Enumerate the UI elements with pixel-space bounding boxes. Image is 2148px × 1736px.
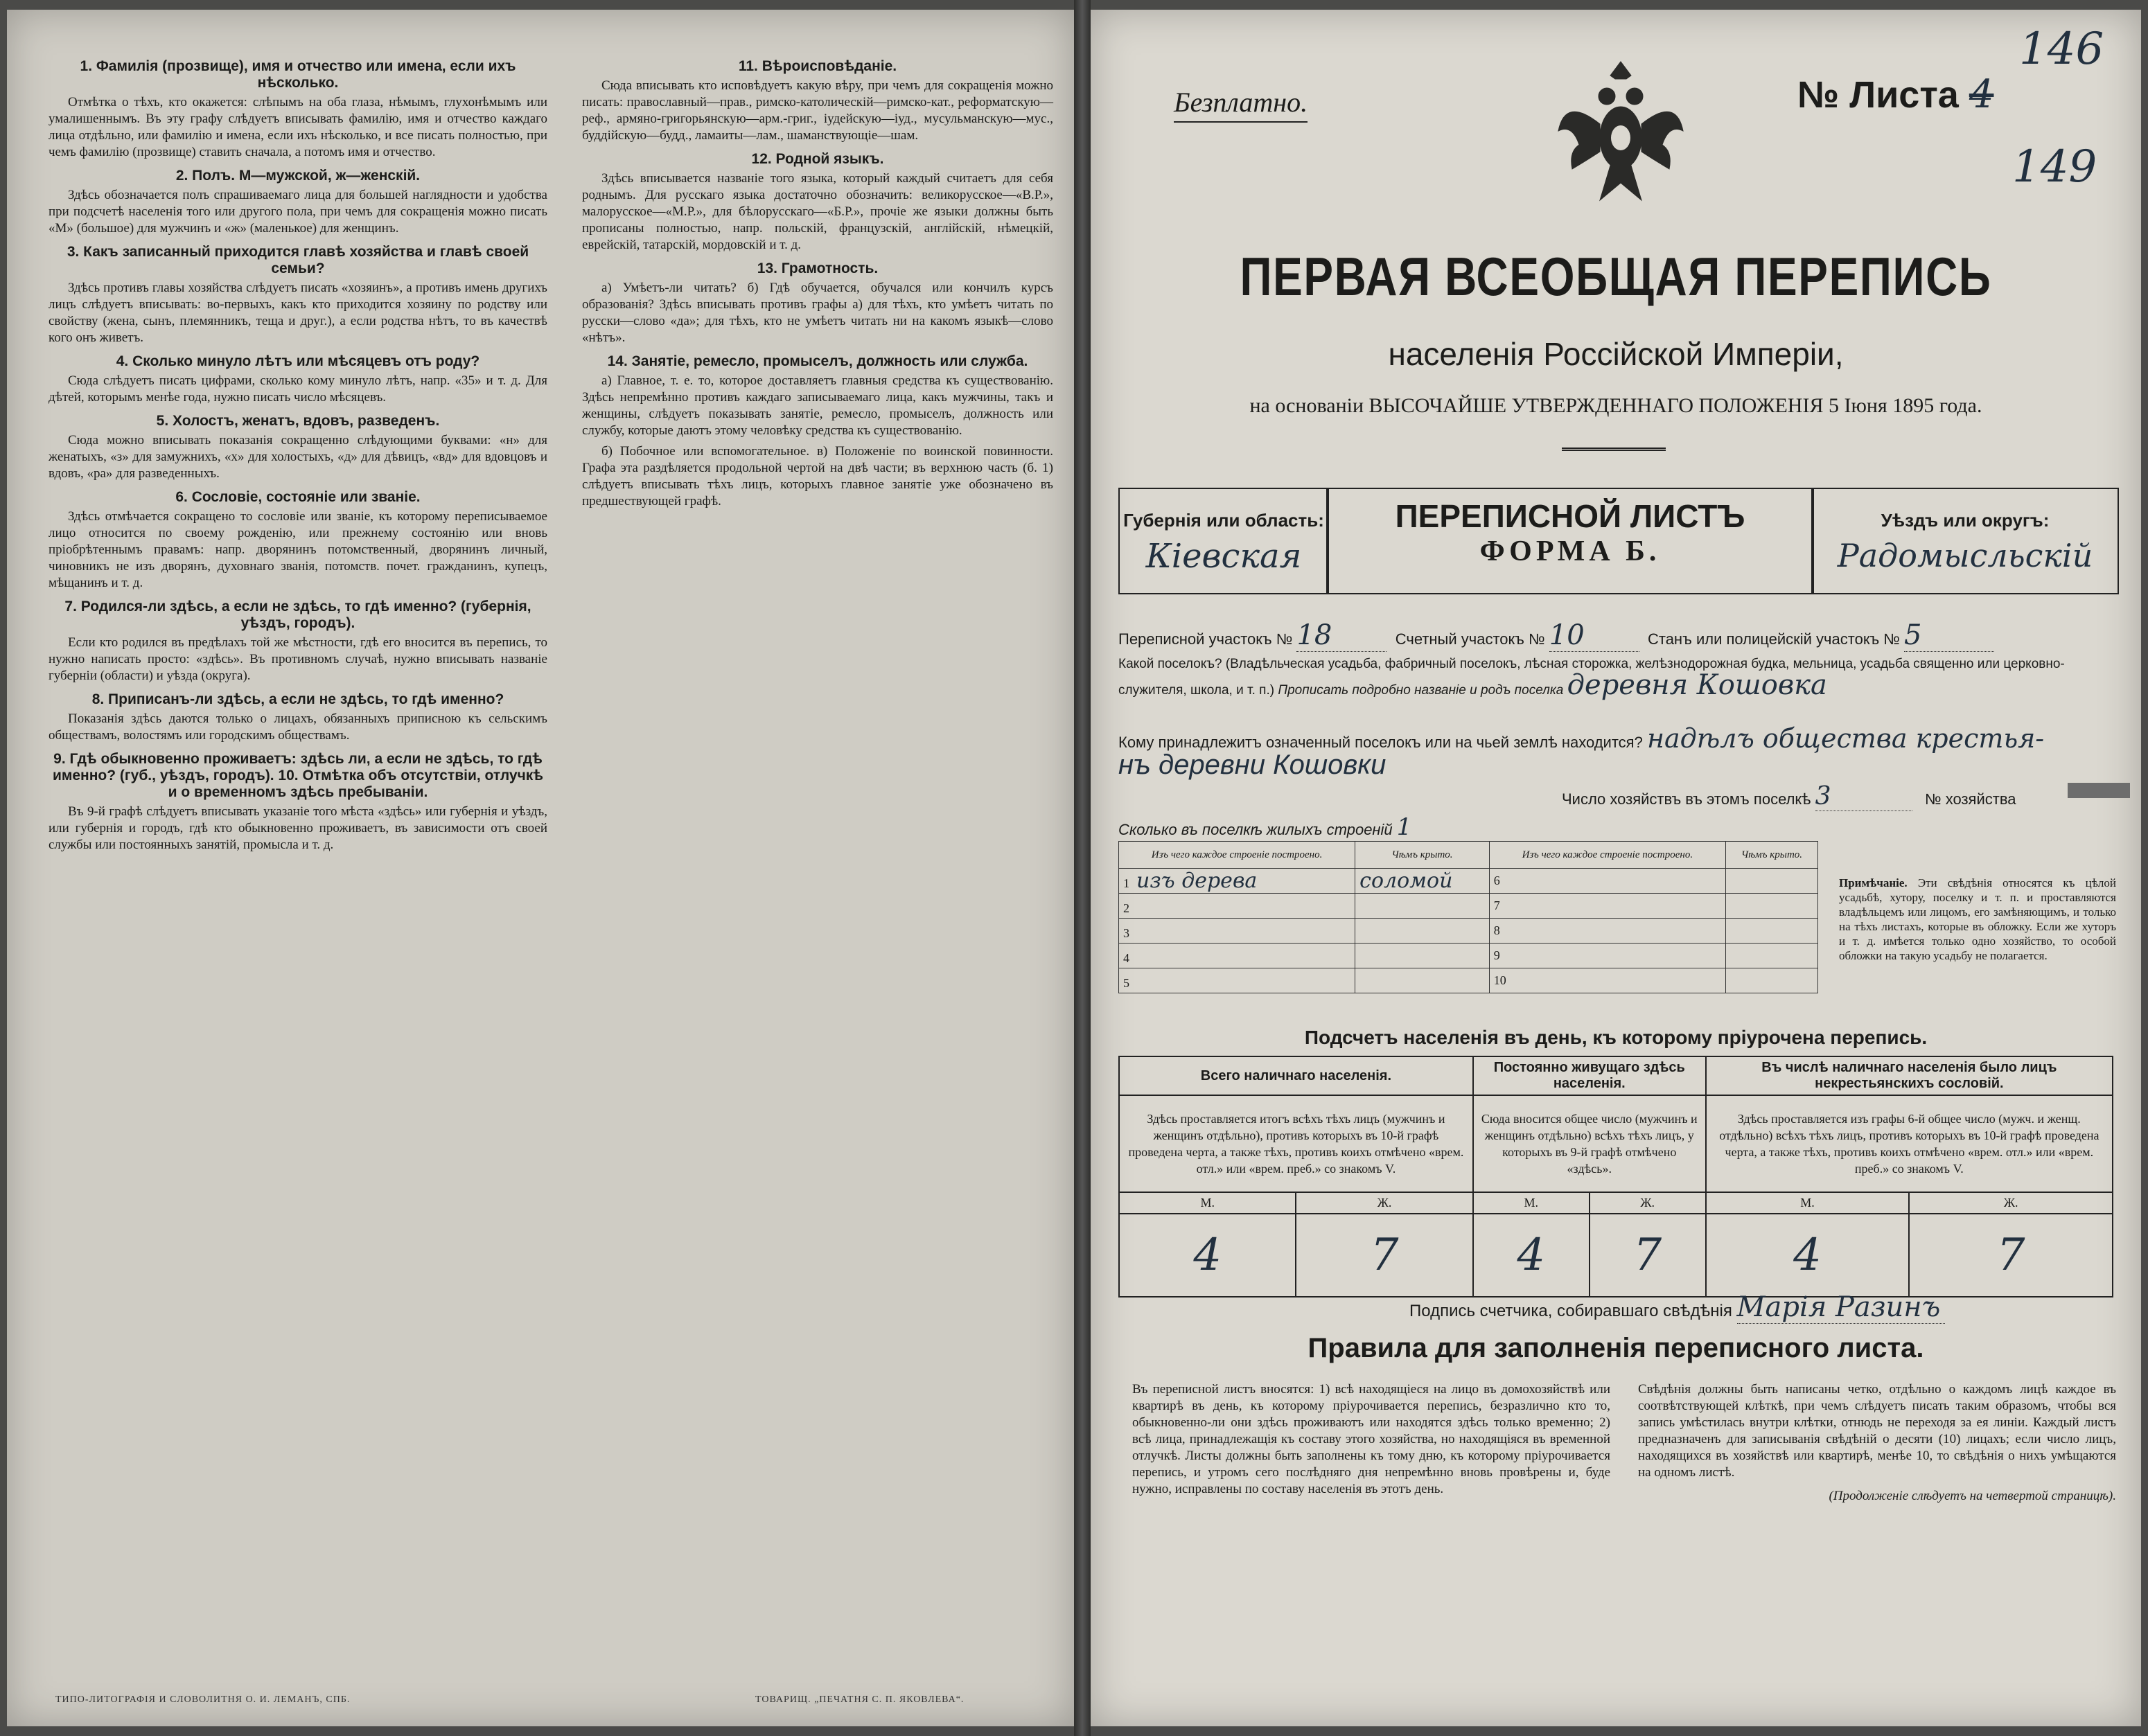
building-roof-cell-2 <box>1725 944 1817 968</box>
building-row <box>1119 869 1818 894</box>
building-number: 1 <box>1123 876 1129 890</box>
section-text: Отмѣтка о тѣхъ, кто окажется: слѣпымъ на оба глаза, нѣмымъ, глухонѣмымъ или умалишеннымъ. Въ эту графу слѣдуетъ вписывать фамилію, имя и отчество каждаго лица отдѣльно, или фамилію и имена, если ихъ нѣсколько, и все писать полностью, при чемъ фамилію (прозвище) ставить сначала, а потомъ имя и отчество. <box>49 95 547 159</box>
left-page-instructions <box>7 10 1074 1726</box>
imperial-eagle-emblem <box>1551 55 1690 214</box>
census-form-page <box>1091 10 2141 1726</box>
material-header-2: Изъ чего каждое строеніе построено. <box>1489 842 1725 869</box>
material-header: Изъ чего каждое строеніе построено. <box>1119 842 1355 869</box>
building-material-cell <box>1119 944 1355 968</box>
building-roof-cell-2 <box>1725 869 1817 894</box>
instructions-column-2 <box>582 51 1053 514</box>
legal-basis: на основаніи ВЫСОЧАЙШЕ УТВЕРЖДЕННАГО ПОЛОЖЕНІЯ 5 Іюня 1895 года. <box>1249 394 1982 417</box>
sheet-type-title: ПЕРЕПИСНОЙ ЛИСТЪ <box>1395 498 1745 534</box>
section-heading: 14. Занятіе, ремесло, промыселъ, должность или служба. <box>607 353 1028 369</box>
rules-column-2-text: Свѣдѣнія должны быть написаны четко, отдѣльно о каждомъ лицѣ каждое въ соотвѣтствующей клѣткѣ, при чемъ слѣдуетъ писать таким образомъ, чтобы вся запись умѣстилась внутри клѣтки, отнюдь не переходя за ея линіи. Каждый листъ предназначенъ для записыванія свѣдѣній о десяти (10) лицахъ; если число лицъ, находящихся въ хозяйствѣ или квартирѣ, менѣе 10, то свѣдѣнія о нихъ умѣщаются на одномъ листѣ. <box>1638 1382 2116 1480</box>
households-label: Число хозяйствъ въ этомъ поселкѣ <box>1562 790 1811 808</box>
owner-value-1: надѣлъ общества крестья- <box>1646 723 2045 754</box>
building-row <box>1119 894 1818 919</box>
document-subtitle: населенія Россійской Имперіи, <box>1388 336 1844 372</box>
section-heading: 7. Родился-ли здѣсь, а если не здѣсь, то гдѣ именно? (губернія, уѣздъ, городъ). <box>64 599 531 631</box>
male-label: М. <box>1119 1192 1296 1214</box>
section-text: Здѣсь противъ главы хозяйства слѣдуетъ писать «хозяинъ», а противъ имень другихъ лицъ слѣдуетъ вписывать: во-первыхъ, какъ кто приходится хозяину по родству или свойству (жена, сынъ, племянникъ, теща и друг.), а если родства нѣтъ, то въ качествѣ кого онъ живетъ. <box>49 281 547 345</box>
archive-number-second: 149 <box>2012 141 2097 193</box>
archive-number-top: 146 <box>2019 24 2104 75</box>
roof-header-2: Чѣмъ крыто. <box>1725 842 1817 869</box>
section-text: Показанія здѣсь даются только о лицахъ, обязанныхъ приписною къ сельскимъ обществамъ, волостямъ или городскимъ обществамъ. <box>49 711 547 743</box>
non-peasant-header: Въ числѣ наличнаго населенія было лицъ некрестьянскихъ сословій. <box>1706 1056 2113 1095</box>
building-roof: соломой <box>1355 869 1490 894</box>
building-number: 4 <box>1123 951 1129 965</box>
households-row <box>1562 782 2016 811</box>
building-material-cell <box>1119 869 1355 894</box>
signature-value: Марія Разинъ <box>1737 1291 1945 1324</box>
document-title: ПЕРВАЯ ВСЕОБЩАЯ ПЕРЕПИСЬ <box>1240 246 1992 307</box>
building-row <box>1119 968 1818 993</box>
population-table <box>1118 1056 2113 1297</box>
buildings-table <box>1118 841 1818 993</box>
building-number-2: 8 <box>1489 919 1725 944</box>
sheet-number <box>1797 72 1993 117</box>
owner-label: Кому принадлежитъ означенный поселокъ или на чьей землѣ находится? <box>1118 734 1643 751</box>
section-text: Сюда слѣдуетъ писать цифрами, сколько кому минуло лѣтъ, напр. «35» и т. д. Для дѣтей, которымъ менѣе года, нужно писать число мѣсяцевъ. <box>49 373 547 405</box>
note-block <box>1839 876 2116 963</box>
building-number: 2 <box>1123 901 1129 915</box>
signature-label: Подпись счетчика, собиравшаго свѣдѣнія <box>1409 1302 1732 1320</box>
gubernia-value: Кіевская <box>1145 537 1302 576</box>
section-heading: 12. Родной языкъ. <box>751 151 884 167</box>
uezd-box <box>1811 488 2119 594</box>
printer-imprint-left: ТИПО-ЛИТОГРАФІЯ И СЛОВОЛИТНЯ О. И. ЛЕМАНЪ, СПБ. <box>55 1694 351 1705</box>
continued-note: (Продолженіе слѣдуетъ на четвертой страницѣ). <box>1829 1489 2116 1503</box>
building-number-2: 10 <box>1489 968 1725 993</box>
printer-imprint-right: ТОВАРИЩ. „ПЕЧАТНЯ С. П. ЯКОВЛЕВА“. <box>755 1694 965 1705</box>
resident-male-count: 4 <box>1473 1214 1590 1297</box>
male-label: М. <box>1706 1192 1910 1214</box>
uchastok-value: 18 <box>1296 619 1386 652</box>
building-number: 5 <box>1123 976 1129 990</box>
uchastok-label: Переписной участокъ № <box>1118 630 1293 648</box>
section-heading: 3. Какъ записанный приходится главѣ хозяйства и главѣ своей семьи? <box>67 244 529 276</box>
stan-label: Станъ или полицейскій участокъ № <box>1647 630 1900 648</box>
uezd-label: Уѣздъ или округъ: <box>1881 510 2050 531</box>
building-roof <box>1355 919 1490 944</box>
section-text: б) Побочное или вспомогательное. в) Положеніе по воинской повинности. Графа эта раздѣляется продольной чертой на двѣ части; въ верхнюю часть (б. 1) слѣдуетъ вписывать тѣхъ лицъ, которыхъ главное занятіе уже обозначено въ предшествующей графѣ. <box>582 444 1053 508</box>
section-text: Сюда можно вписывать показанія сокращенно слѣдующими буквами: «н» для женатыхъ, «з» для замужнихъ, «х» для холостыхъ, «д» для дѣвицъ, «вд» для вдовцовъ и вдовъ, «ра» для разведенныхъ. <box>49 433 547 481</box>
building-row <box>1119 919 1818 944</box>
district-row <box>1118 619 1994 652</box>
schet-label: Счетный участокъ № <box>1395 630 1545 648</box>
building-number-2: 7 <box>1489 894 1725 919</box>
section-text: а) Умѣетъ-ли читать? б) Гдѣ обучается, обучался или кончилъ курсъ образованія? Здѣсь вписывать противъ графы а) для тѣхъ, кто умѣетъ читать по русски—слово «да»; для тѣхъ, кто не умѣетъ читать ни на какомъ языкѣ—слово «нѣтъ». <box>582 281 1053 345</box>
rules-heading: Правила для заполненія переписного листа. <box>1308 1333 1924 1363</box>
section-heading: 8. Приписанъ-ли здѣсь, а если не здѣсь, то гдѣ именно? <box>91 691 504 707</box>
building-number: 3 <box>1123 926 1129 940</box>
section-heading: 2. Полъ. М—мужской, ж—женскій. <box>175 168 421 184</box>
total-female-count: 7 <box>1296 1214 1472 1297</box>
settlement-label: Какой поселокъ? (Владѣльческая усадьба, фабричный поселокъ, лѣсная сторожка, желѣзнодорожная будка, мельница, усадьба священно или церковно-служителя, школа, и т. п.) <box>1118 657 2065 698</box>
settlement-row <box>1118 654 2116 701</box>
settlement-value: деревня Кошовка <box>1567 669 1827 701</box>
section-text: Въ 9-й графѣ слѣдуетъ вписывать указаніе того мѣста «здѣсь» или губернія и уѣздъ, или губернія и городъ, гдѣ кто обыкновенно проживаетъ, въ зависимости отъ своей службы или постоянныхъ занятій, промысла и т. д. <box>49 804 547 852</box>
building-roof <box>1355 968 1490 993</box>
non-peasant-description: Здѣсь проставляется изъ графы 6-й общее число (мужч. и женщ. отдѣльно) всѣхъ тѣхъ лицъ, противъ которыхъ въ 10-й графѣ проведена черта, а также тѣхъ, противъ коихъ отмѣчено «врем. отл.» или «врем. преб.» со знакомъ V. <box>1706 1095 2113 1192</box>
female-label: Ж. <box>1296 1192 1472 1214</box>
section-text: а) Главное, т. е. то, которое доставляетъ главныя средства къ существованію. Здѣсь непремѣнно противъ каждаго записываемаго лица, какъ мужчины, такъ и женщины, слѣдуетъ показывать занятіе, ремесло, промыселъ, должность или службу, которые даютъ этому человѣку средства къ существованію. <box>582 373 1053 438</box>
note-text: Эти свѣдѣнія относятся къ цѣлой усадьбѣ, хутору, поселку и т. п. и проставляются владѣльцемъ или лицомъ, его замѣняющимъ, и только на тѣхъ листахъ, которые въ обложку. Если же хуторъ и т. д. имѣется только одно хозяйство, то особой обложки на такую усадьбу не полагается. <box>1839 876 2117 962</box>
uezd-value: Радомысльскій <box>1837 537 2093 574</box>
female-label: Ж. <box>1909 1192 2113 1214</box>
resident-description: Сюда вносится общее число (мужчинъ и женщинъ отдѣльно) всѣхъ тѣхъ лицъ, у которыхъ въ 9-й графѣ отмѣчено «здѣсь». <box>1473 1095 1706 1192</box>
note-title: Примѣчаніе. <box>1839 876 1908 889</box>
buildings-value: 1 <box>1397 813 1605 842</box>
non-peasant-female-count: 7 <box>1909 1214 2113 1297</box>
female-label: Ж. <box>1590 1192 1706 1214</box>
settlement-hint: Прописать подробно названіе и родъ поселка <box>1278 683 1564 698</box>
total-description: Здѣсь проставляется итогъ всѣхъ тѣхъ лицъ (мужчинъ и женщинъ отдѣльно), противъ которыхъ въ 10-й графѣ проведена черта, а также тѣхъ, противъ коихъ отмѣчено «врем. отл.» или «врем. преб.» со знакомъ V. <box>1119 1095 1473 1192</box>
section-text: Здѣсь обозначается полъ спрашиваемаго лица для большей наглядности и удобства при подсчетѣ населенія того или другого пола, при чемъ для сокращенія можно писать «М» (большое) для мужчинъ и «ж» (маленькое) для женщинъ. <box>49 188 547 236</box>
building-material-cell <box>1119 894 1355 919</box>
section-heading: 13. Грамотность. <box>757 260 879 276</box>
section-text: Сюда вписывать кто исповѣдуетъ какую вѣру, при чемъ для сокращенія можно писать: православный—прав., римско-католическій—римско-кат., реформатскую—реф., армяно-григорьянскую—арм.-григ., іудейскую—іуд., мусульманскую—мус., буддійскую—будд., ламаиты—лам., шаманствующіе—шам. <box>582 78 1053 143</box>
instructions-column-1 <box>49 51 547 858</box>
building-number-2: 9 <box>1489 944 1725 968</box>
building-row <box>1119 944 1818 968</box>
buildings-label: Сколько въ поселкѣ жилыхъ строеній <box>1118 821 1393 838</box>
building-roof-cell-2 <box>1725 968 1817 993</box>
sheet-number-value: 4 <box>1969 72 1994 117</box>
building-roof-cell-2 <box>1725 894 1817 919</box>
signature-row <box>1409 1291 1945 1324</box>
building-material: изъ дерева <box>1136 869 1258 893</box>
buildings-row <box>1118 813 1605 842</box>
section-text: Здѣсь отмѣчается сокращено то сословіе или званіе, къ которому переписываемое лицо относится по своему рожденію, или прежнему состоянію или вновь пріобрѣтеннымъ правамъ: напр. дворянинъ потомственный, дворянинъ личный, чиновникъ не изъ дворянъ, духовнаго званія, потомств. почет. гражданинъ, купецъ, мѣщанинъ и т. д. <box>49 509 547 590</box>
section-heading: 6. Сословіе, состояніе или званіе. <box>175 489 421 505</box>
sheet-type-box <box>1326 488 1814 594</box>
households-value: 3 <box>1815 782 1912 811</box>
stan-value: 5 <box>1904 619 1994 652</box>
schet-value: 10 <box>1549 619 1639 652</box>
sheet-number-label: № Листа <box>1797 74 1959 116</box>
non-peasant-male-count: 4 <box>1706 1214 1910 1297</box>
free-label: Безплатно. <box>1174 86 1308 123</box>
rules-column-1: Въ переписной листъ вносятся: 1) всѣ находящіеся на лицо въ домохозяйствѣ или квартирѣ въ день, къ которому пріурочивается перепись, безразлично кто то, обыкновенно-ли они здѣсь проживаютъ или находятся здѣсь только временно; 2) всѣ лица, принадлежащія къ составу этого хозяйства, но находящіяся въ временной отлучкѣ. Листы должны быть заполнены къ тому дню, къ которому пріурочивается перепись, и утромъ сего послѣдняго дня непремѣнно вновь провѣрены и, буде нужно, исправлены по составу населенія въ этотъ день. <box>1132 1382 1610 1496</box>
building-roof <box>1355 894 1490 919</box>
building-roof-cell-2 <box>1725 919 1817 944</box>
section-heading: 4. Сколько минуло лѣтъ или мѣсяцевъ отъ роду? <box>116 353 480 369</box>
building-material-cell <box>1119 919 1355 944</box>
gubernia-label: Губернія или область: <box>1123 510 1324 531</box>
book-gutter <box>1074 0 1091 1736</box>
divider <box>1562 448 1666 451</box>
building-roof <box>1355 944 1490 968</box>
section-text: Здѣсь вписывается названіе того языка, который каждый считаетъ для себя роднымъ. Для русскаго языка достаточно обозначить: великорусское—«В.Р.», малорусское—«М.Р.», для бѣлорусскаго—«Б.Р.», прочіе же языки должны быть прописаны полностью, напр. польскій, французскій, англійскій, нѣмецкій, еврейскій, татарскій, мордовскій и т. д. <box>582 171 1053 252</box>
population-heading: Подсчетъ населенія въ день, къ которому пріурочена перепись. <box>1304 1027 1928 1048</box>
roof-header: Чѣмъ крыто. <box>1355 842 1490 869</box>
section-heading: 5. Холостъ, женатъ, вдовъ, разведенъ. <box>156 413 440 429</box>
resident-female-count: 7 <box>1590 1214 1706 1297</box>
building-number-2: 6 <box>1489 869 1725 894</box>
owner-value-2: нъ деревни Кошовки <box>1118 750 1386 780</box>
total-male-count: 4 <box>1119 1214 1296 1297</box>
section-heading: 1. Фамилія (прозвище), имя и отчество или имена, если ихъ нѣсколько. <box>80 58 516 91</box>
male-label: М. <box>1473 1192 1590 1214</box>
total-header: Всего наличнаго населенія. <box>1119 1056 1473 1095</box>
household-number-label: № хозяйства <box>1925 790 2016 808</box>
building-material-cell <box>1119 968 1355 993</box>
rules-column-2 <box>1638 1381 2116 1505</box>
resident-header: Постоянно живущаго здѣсь населенія. <box>1473 1056 1706 1095</box>
section-heading: 11. Вѣроисповѣданіе. <box>738 58 897 74</box>
section-text: Если кто родился въ предѣлахъ той же мѣстности, гдѣ его вносится въ перепись, то нужно написать просто: «здѣсь». Въ противномъ случаѣ, нужно вписывать названіе губерніи (области) и уѣзда (округа). <box>49 635 547 683</box>
section-heading: 9. Гдѣ обыкновенно проживаетъ: здѣсь ли, а если не здѣсь, то гдѣ именно? (губ., уѣздъ, городъ). 10. Отмѣтка объ отсутствіи, отлучкѣ и о временномъ здѣсь пребываніи. <box>52 751 544 800</box>
sheet-type-form: ФОРМА Б. <box>1479 535 1661 567</box>
redaction-bar <box>2068 783 2130 798</box>
gubernia-box <box>1118 488 1329 594</box>
